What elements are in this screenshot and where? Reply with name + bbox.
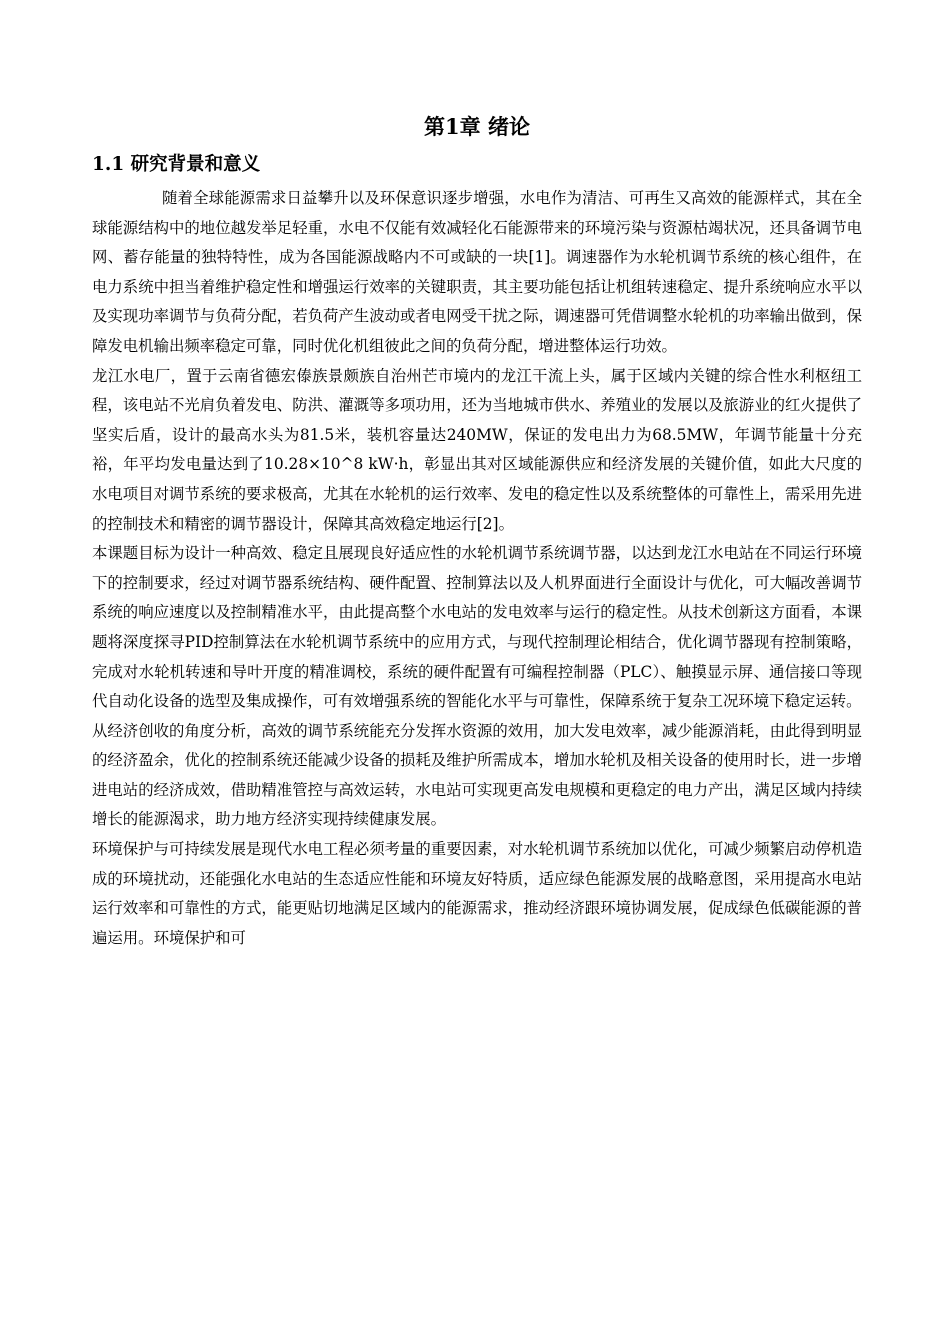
document-page <box>92 112 862 953</box>
paragraph-3: 本课题目标为设计一种高效、稳定且展现良好适应性的水轮机调节系统调节器，以达到龙江水电站在不同运行环境下的控制要求，经过对调节器系统结构、硬件配置、控制算法以及人机界面进行全面设计与优化，可大幅改善调节系统的响应速度以及控制精准水平，由此提高整个水电站的发电效率与运行的稳定性。从技术创新这方面看，本课题将深度探寻PID控制算法在水轮机调节系统中的应用方式，与现代控制理论相结合，优化调节器现有控制策略，完成对水轮机转速和导叶开度的精准调校，系统的硬件配置有可编程控制器（PLC）、触摸显示屏、通信接口等现代自动化设备的选型及集成操作，可有效增强系统的智能化水平与可靠性，保障系统于复杂工况环境下稳定运转。 <box>92 544 862 711</box>
paragraph-4: 从经济创收的角度分析，高效的调节系统能充分发挥水资源的效用，加大发电效率，减少能源消耗，由此得到明显的经济盈余，优化的控制系统还能减少设备的损耗及维护所需成本，增加水轮机及相关设备的使用时长，进一步增进电站的经济成效，借助精准管控与高效运转，水电站可实现更高发电规模和更稳定的电力产出，满足区域内持续增长的能源渴求，助力地方经济实现持续健康发展。 <box>92 721 862 829</box>
chapter-title: 第1章 绪论 <box>424 114 530 139</box>
paragraph-5: 环境保护与可持续发展是现代水电工程必须考量的重要因素，对水轮机调节系统加以优化，可减少频繁启动停机造成的环境扰动，还能强化水电站的生态适应性能和环境友好特质，适应绿色能源发展的战略意图，采用提高水电站运行效率和可靠性的方式，能更贴切地满足区域内的能源需求，推动经济跟环境协调发展，促成绿色低碳能源的普遍运用。环境保护和可 <box>92 840 862 947</box>
paragraph-2: 龙江水电厂，置于云南省德宏傣族景颇族自治州芒市境内的龙江干流上头，属于区域内关键的综合性水利枢纽工程，该电站不光肩负着发电、防洪、灌溉等多项功用，还为当地城市供水、养殖业的发展以及旅游业的红火提供了坚实后盾，设计的最高水头为81.5米，装机容量达240MW，保证的发电出力为68.5MW，年调节能量十分充裕，年平均发电量达到了10.28×10^8 kW·h，彰显出其对区域能源供应和经济发展的关键价值，如此大尺度的水电项目对调节系统的要求极高，尤其在水轮机的运行效率、发电的稳定性以及系统整体的可靠性上，需采用先进的控制技术和精密的调节器设计，保障其高效稳定地运行[2]。 <box>92 366 862 533</box>
section-title: 1.1 研究背景和意义 <box>92 154 261 175</box>
paragraph-1: 随着全球能源需求日益攀升以及环保意识逐步增强，水电作为清洁、可再生又高效的能源样式，其在全球能源结构中的地位越发举足轻重，水电不仅能有效减轻化石能源带来的环境污染与资源枯竭状况，还具备调节电网、蓄存能量的独特特性，成为各国能源战略内不可或缺的一块[1]。调速器作为水轮机调节系统的核心组件，在电力系统中担当着维护稳定性和增强运行效率的关键职责，其主要功能包括让机组转速稳定、提升系统响应水平以及实现功率调节与负荷分配，若负荷产生波动或者电网受干扰之际，调速器可凭借调整水轮机的功率输出做到，保障发电机输出频率稳定可靠，同时优化机组彼此之间的负荷分配，增进整体运行功效。 <box>92 189 862 355</box>
